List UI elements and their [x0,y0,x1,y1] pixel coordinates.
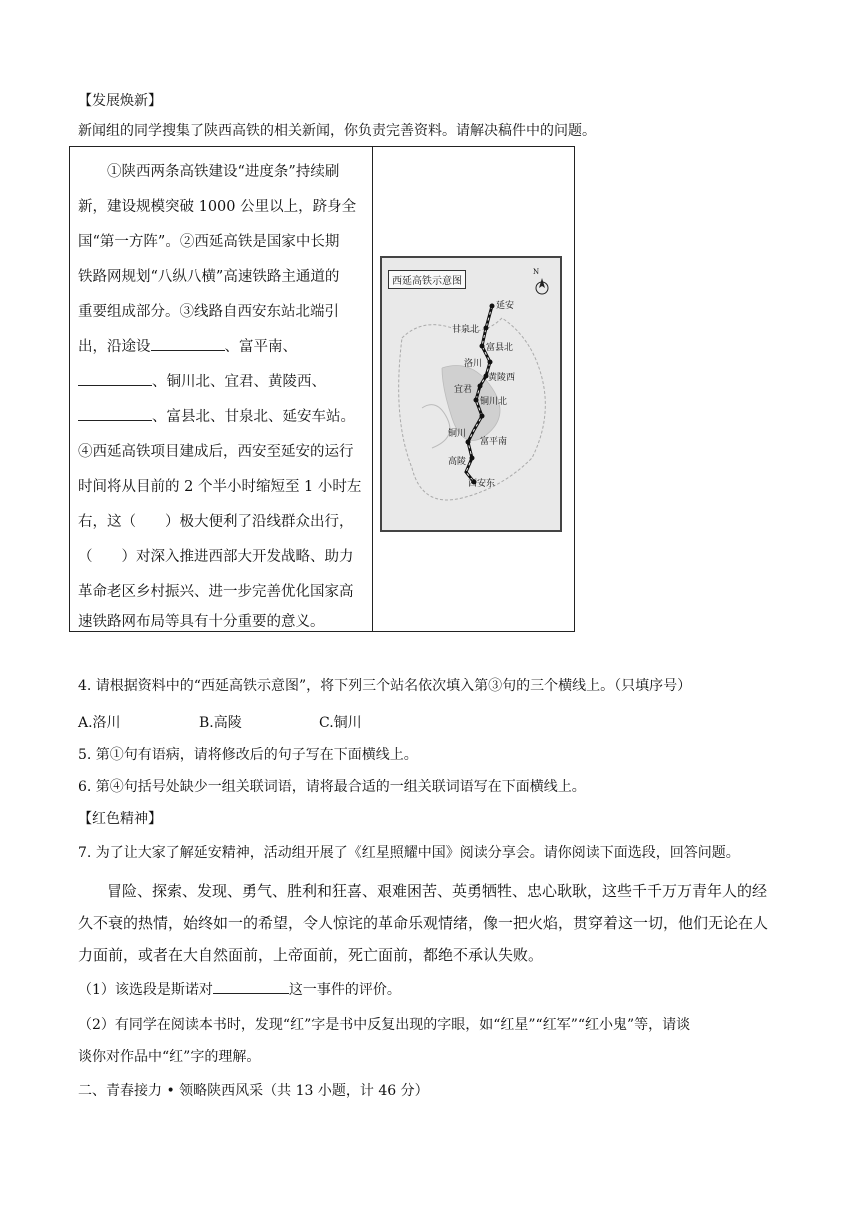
station-label: 高陵 [448,457,467,467]
passage-line: 冒险、探索、发现、勇气、胜利和狂喜、艰难困苦、英勇牺牲、忠心耿耿，这些千千万万青年人的经 [107,882,768,900]
question-6: 6. 第④句括号处缺少一组关联词语，请将最合适的一组关联词语写在下面横线上。 [78,779,586,795]
station-label: 黄陵西 [488,373,516,383]
box-divider [372,147,373,631]
station-label: 铜川 [448,429,467,439]
fill-blank [151,338,225,351]
news-text: 出，沿途设 [78,339,151,355]
news-line: 新，建设规模突破 1000 公里以上，跻身全 [78,199,357,215]
q7-1-text: （1）该选段是斯诺对 [78,982,213,998]
section-heading-red-spirit: 【红色精神】 [78,811,162,827]
fill-blank [213,981,289,994]
question-7-2-line2: 谈你对作品中“红”字的理解。 [78,1049,261,1065]
question-4: 4. 请根据资料中的“西延高铁示意图”，将下列三个站名依次填入第③句的三个横线上。（只填序号） [78,678,692,694]
passage-line: 力面前，或者在大自然面前，上帝面前，死亡面前，都绝不承认失败。 [78,946,544,964]
news-line: 重要组成部分。③线路自西安东站北端引 [78,304,339,320]
station-label: 洛川 [464,359,483,369]
railway-map [380,256,562,532]
intro-text: 新闻组的同学搜集了陕西高铁的相关新闻，你负责完善资料。请解决稿件中的问题。 [78,123,596,139]
news-line: 国“第一方阵”。②西延高铁是国家中长期 [78,234,340,250]
q7-1-text: 这一事件的评价。 [288,982,401,998]
station-label: 宜君 [454,385,473,395]
section-heading-youth-relay: 二、青春接力 • 领略陕西风采（共 13 小题，计 46 分） [78,1083,429,1099]
station-label: 铜川北 [480,397,508,407]
section-heading-development: 【发展焕新】 [78,93,162,109]
option-c: C.铜川 [319,715,362,731]
news-text: 、富县北、甘泉北、延安车站。 [152,409,355,425]
question-7-1 [78,979,401,999]
fill-blank [78,408,152,421]
news-line-blank-1 [78,335,297,356]
option-b: B.高陵 [199,715,242,731]
news-line: 速铁路网布局等具有十分重要的意义。 [78,614,325,630]
news-line-blank-2 [78,370,326,391]
fill-blank [78,373,152,386]
news-line: ①陕西两条高铁建设“进度条”持续刷 [78,164,340,180]
news-line: （ ）对深入推进西部大开发战略、助力 [78,549,354,565]
news-text: 、富平南、 [224,339,297,355]
news-line: ④西延高铁项目建成后，西安至延安的运行 [78,444,354,460]
station-label: 西安东 [468,479,496,489]
station-label: 甘泉北 [452,325,480,335]
news-line-blank-3 [78,405,355,426]
map-title: 西延高铁示意图 [388,270,466,289]
question-7-2-line1: （2）有同学在阅读本书时，发现“红”字是书中反复出现的字眼，如“红星”“红军”“红小鬼”等，请谈 [78,1017,691,1033]
north-label: N [533,268,540,276]
passage-line: 久不衰的热情，始终如一的希望，令人惊诧的革命乐观情绪，像一把火焰，贯穿着这一切，他们无论在人 [78,914,769,932]
news-text: 、铜川北、宜君、黄陵西、 [152,374,326,390]
station-label: 富县北 [486,343,514,353]
station-label: 延安 [496,301,515,311]
news-line: 铁路网规划“八纵八横”高速铁路主通道的 [78,269,340,285]
north-arrow [536,278,548,294]
question-7: 7. 为了让大家了解延安精神，活动组开展了《红星照耀中国》阅读分享会。请你阅读下面选段，回答问题。 [78,845,740,861]
news-line: 革命老区乡村振兴、进一步完善优化国家高 [78,584,354,600]
news-line: 时间将从目前的 2 个半小时缩短至 1 小时左 [78,479,362,495]
question-5: 5. 第①句有语病，请将修改后的句子写在下面横线上。 [78,747,418,763]
option-a: A.洛川 [78,715,121,731]
station-label: 富平南 [480,437,508,447]
news-line: 右，这（ ）极大便利了沿线群众出行， [78,514,354,530]
